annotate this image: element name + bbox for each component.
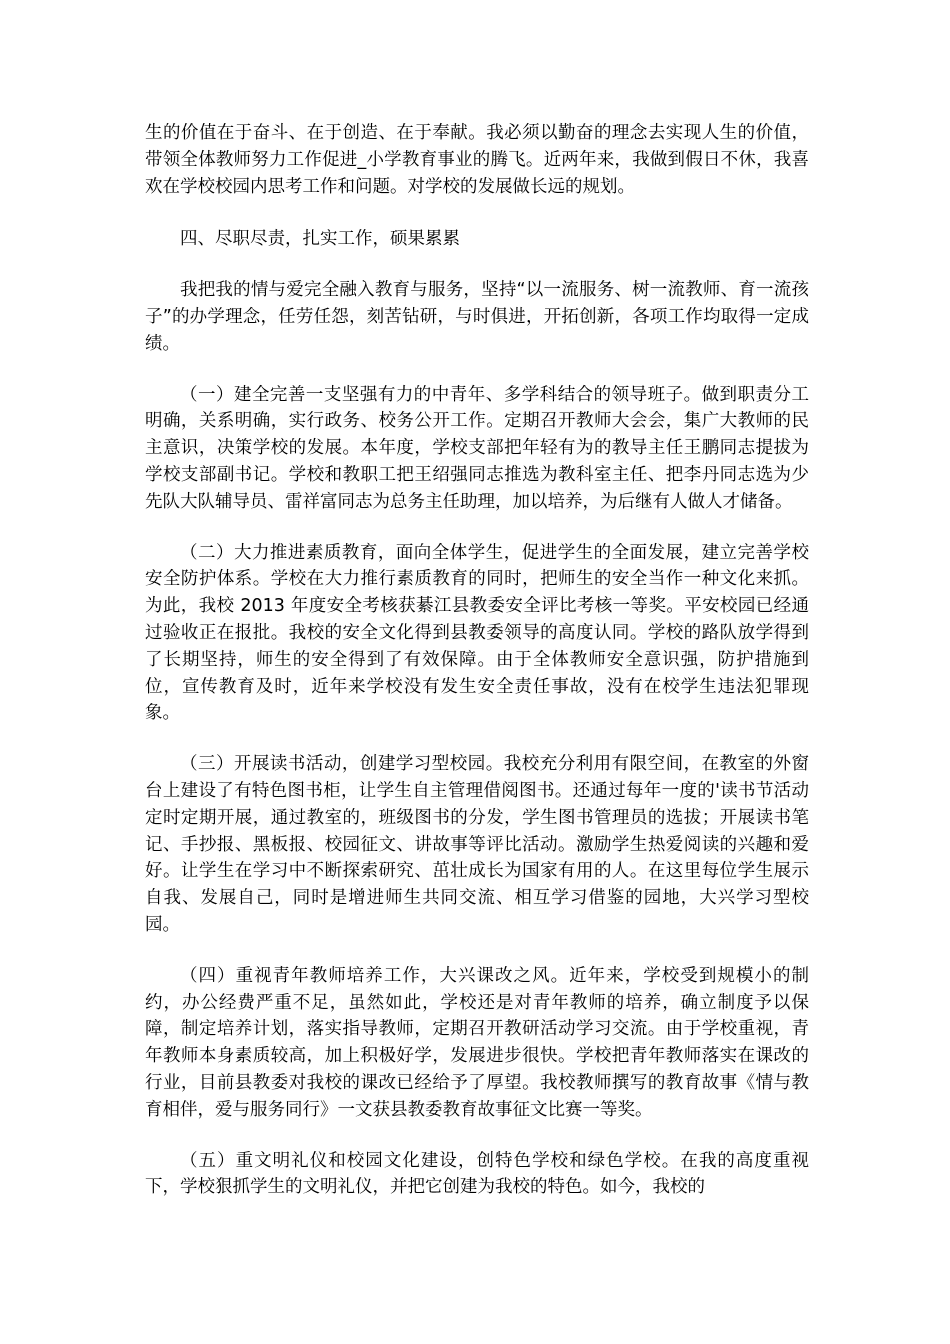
document-page xyxy=(145,120,809,1225)
section-heading-four: 四、尽职尽责，扎实工作，硕果累累 xyxy=(180,229,460,250)
paragraph-item-four: （四）重视青年教师培养工作，大兴课改之风。近年来，学校受到规模小的制约，办公经费严重不足，虽然如此，学校还是对青年教师的培养，确立制度予以保障，制定培养计划，落实指导教师，定期召开教研活动学习交流。由于学校重视，青年教师本身素质较高，加上积极好学，发展进步很快。学校把青年教师落实在课改的行业，目前县教委对我校的课改已经给予了厚望。我校教师撰写的教育故事《情与教育相伴，爱与服务同行》一文获县教委教育故事征文比赛一等奖。 xyxy=(145,965,809,1120)
paragraph-item-one: （一）建全完善一支坚强有力的中青年、多学科结合的领导班子。做到职责分工明确，关系明确，实行政务、校务公开工作。定期召开教师大会会，集广大教师的民主意识，决策学校的发展。本年度，学校支部把年轻有为的教导主任王鹏同志提拔为学校支部副书记。学校和教职工把王绍强同志推选为教科室主任、把李丹同志选为少先队大队辅导员、雷祥富同志为总务主任助理，加以培养，为后继有人做人才储备。 xyxy=(145,384,809,512)
paragraph-intro-continuation: 生的价值在于奋斗、在于创造、在于奉献。我必须以勤奋的理念去实现人生的价值，带领全体教师努力工作促进_小学教育事业的腾飞。近两年来，我做到假日不休，我喜欢在学校校园内思考工作和问题。对学校的发展做长远的规划。 xyxy=(145,123,809,197)
paragraph-item-five: （五）重文明礼仪和校园文化建设，创特色学校和绿色学校。在我的高度重视下，学校狠抓学生的文明礼仪，并把它创建为我校的特色。如今，我校的 xyxy=(145,1150,809,1198)
paragraph-item-three: （三）开展读书活动，创建学习型校园。我校充分利用有限空间，在教室的外窗台上建设了有特色图书柜，让学生自主管理借阅图书。还通过每年一度的'读书节活动定时定期开展，通过教室的，班级图书的分发，学生图书管理员的选拔；开展读书笔记、手抄报、黑板报、校园征文、讲故事等评比活动。激励学生热爱阅读的兴趣和爱好。让学生在学习中不断探索研究、茁壮成长为国家有用的人。在这里每位学生展示自我、发展自己，同时是增进师生共同交流、相互学习借鉴的园地，大兴学习型校园。 xyxy=(145,754,809,935)
paragraph-philosophy: 我把我的情与爱完全融入教育与服务，坚持“以一流服务、树一流教师、育一流孩子”的办学理念，任劳任怨，刻苦钻研，与时俱进，开拓创新，各项工作均取得一定成绩。 xyxy=(145,280,809,354)
paragraph-item-two: （二）大力推进素质教育，面向全体学生，促进学生的全面发展，建立完善学校安全防护体系。学校在大力推行素质教育的同时，把师生的安全当作一种文化来抓。为此，我校 2013 年度安全考核获綦江县教委安全评比考核一等奖。平安校园已经通过验收正在报批。我校的安全文化得到县教委领导的高度认同。学校的路队放学得到了长期坚持，师生的安全得到了有效保障。由于全体教师安全意识强，防护措施到位，宣传教育及时，近年来学校没有发生安全责任事故，没有在校学生违法犯罪现象。 xyxy=(145,542,809,724)
